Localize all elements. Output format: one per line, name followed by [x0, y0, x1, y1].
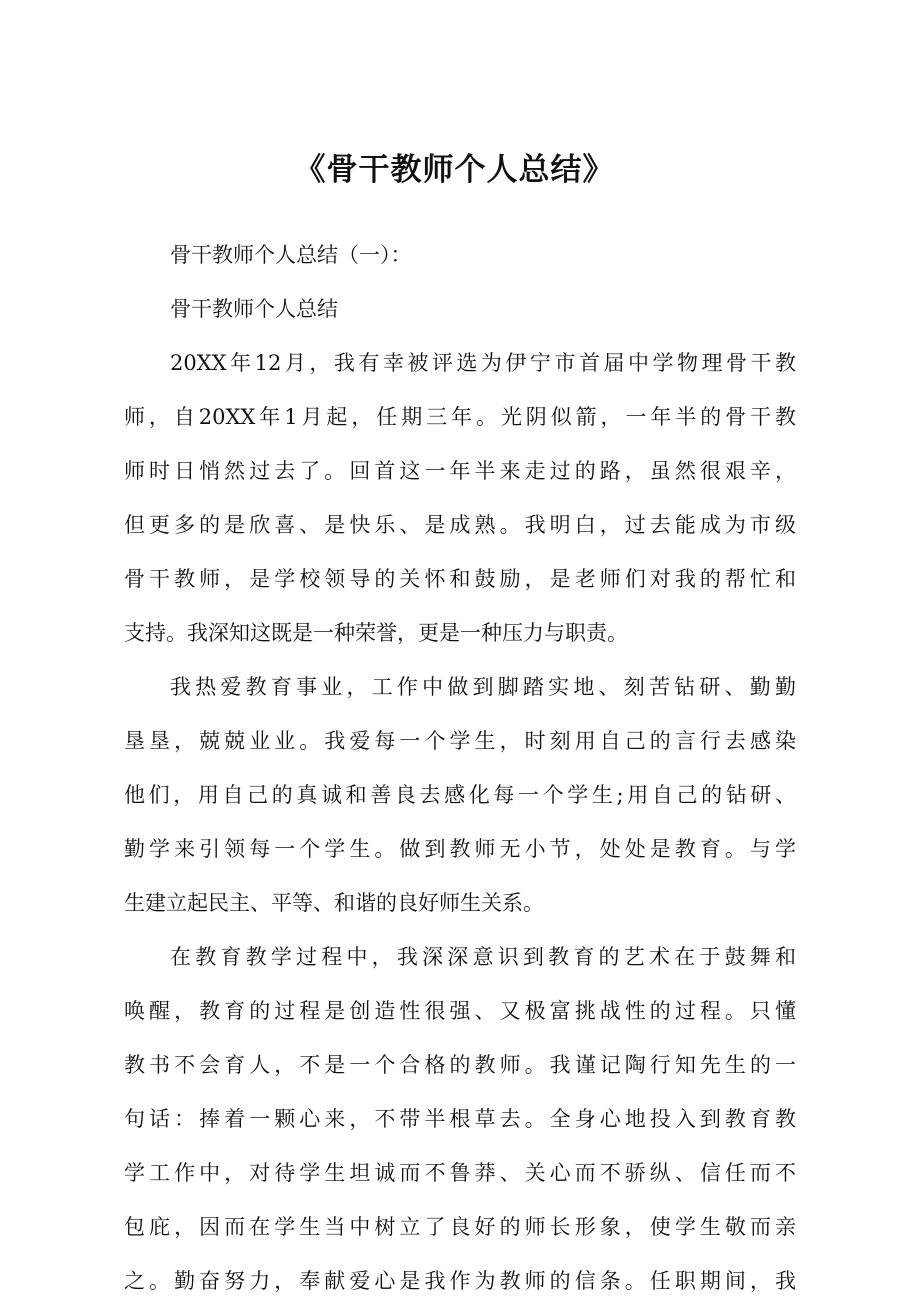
document-body [124, 228, 796, 1308]
text-line: 骨干教师个人总结 [170, 297, 338, 321]
text-line: 唤醒，教育的过程是创造性很强、又极富挑战性的过程。只懂 [124, 999, 796, 1023]
text-line: 骨干教师，是学校领导的关怀和鼓励，是老师们对我的帮忙和 [124, 567, 796, 591]
text-line: 师，自20XX年1月起，任期三年。光阴似箭，一年半的骨干教 [124, 405, 796, 429]
text-line: 生建立起民主、平等、和谐的良好师生关系。 [124, 891, 544, 915]
text-line: 教书不会育人，不是一个合格的教师。我谨记陶行知先生的一 [124, 1053, 796, 1077]
text-line: 骨干教师个人总结（一）： [170, 243, 412, 267]
text-line: 垦垦，兢兢业业。我爱每一个学生，时刻用自己的言行去感染 [124, 729, 796, 753]
text-line: 20XX年12月，我有幸被评选为伊宁市首届中学物理骨干教 [170, 351, 796, 375]
text-line: 但更多的是欣喜、是快乐、是成熟。我明白，过去能成为市级 [124, 513, 796, 537]
text-line: 学工作中，对待学生坦诚而不鲁莽、关心而不骄纵、信任而不 [124, 1161, 796, 1185]
text-line: 之。勤奋努力，奉献爱心是我作为教师的信条。任职期间，我 [124, 1269, 796, 1293]
text-line: 他们，用自己的真诚和善良去感化每一个学生;用自己的钻研、 [124, 783, 796, 807]
text-line: 句话：捧着一颗心来，不带半根草去。全身心地投入到教育教 [124, 1107, 796, 1131]
text-line: 勤学来引领每一个学生。做到教师无小节，处处是教育。与学 [124, 837, 796, 861]
text-line: 师时日悄然过去了。回首这一年半来走过的路，虽然很艰辛， [124, 459, 796, 483]
text-line: 在教育教学过程中，我深深意识到教育的艺术在于鼓舞和 [170, 945, 796, 969]
document-title: 《骨干教师个人总结》 [294, 152, 615, 188]
text-line: 包庇，因而在学生当中树立了良好的师长形象，使学生敬而亲 [124, 1215, 796, 1239]
text-line: 支持。我深知这既是一种荣誉，更是一种压力与职责。 [124, 621, 628, 645]
text-line: 我热爱教育事业，工作中做到脚踏实地、刻苦钻研、勤勤 [170, 675, 796, 699]
